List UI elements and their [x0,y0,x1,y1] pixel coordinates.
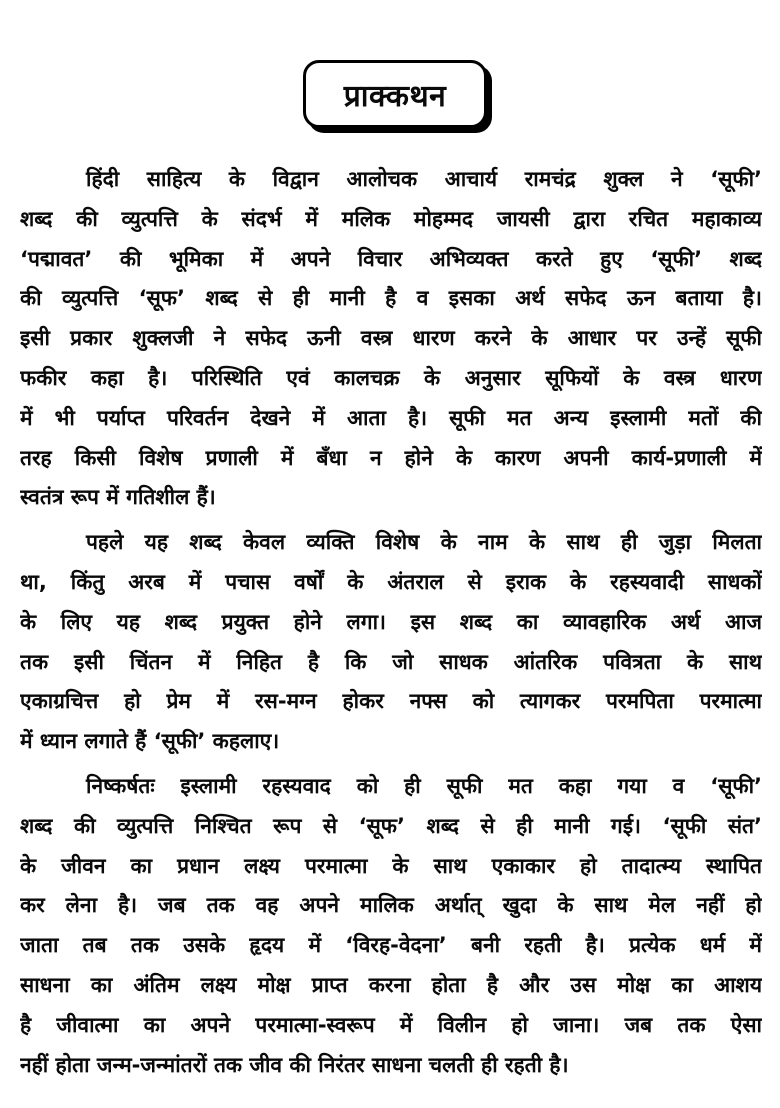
paragraph-1 [20,160,762,518]
text-line: जाता तब तक उसके हृदय में ‘विरह-वेदना’ बनी रहती है। प्रत्येक धर्म में [20,933,762,958]
page-body [20,160,762,1085]
text-line: है जीवात्मा का अपने परमात्मा-स्वरूप में विलीन हो जाना। जब तक ऐसा [20,1012,762,1037]
text-line: में ध्यान लगाते हैं ‘सूफी’ कहलाए। [20,729,280,754]
text-line: के लिए यह शब्द प्रयुक्त होने लगा। इस शब्द का व्यावहारिक अर्थ आज [20,609,762,634]
text-line: इसी प्रकार शुक्लजी ने सफेद ऊनी वस्त्र धारण करने के आधार पर उन्हें सूफी [20,326,762,351]
text-line: ‘पद्मावत’ की भूमिका में अपने विचार अभिव्यक्त करते हुए ‘सूफी’ शब्द [20,246,762,271]
text-line: था, किंतु अरब में पचास वर्षों के अंतराल से इराक के रहस्यवादी साधकों [20,569,762,594]
text-line: फकीर कहा है। परिस्थिति एवं कालचक्र के अनुसार सूफियों के वस्त्र धारण [20,365,762,390]
text-line: कर लेना है। जब तक वह अपने मालिक अर्थात् खुदा के साथ मेल नहीं हो [20,893,762,918]
text-line: तक इसी चिंतन में निहित है कि जो साधक आंतरिक पवित्रता के साथ [20,649,762,674]
text-line: स्वतंत्र रूप में गतिशील हैं। [20,485,216,510]
text-line: शब्द की व्युत्पत्ति के संदर्भ में मलिक मोहम्मद जायसी द्वारा रचित महाकाव्य [20,206,762,231]
text-line: साधना का अंतिम लक्ष्य मोक्ष प्राप्त करना होता है और उस मोक्ष का आशय [20,972,762,997]
text-line: पहले यह शब्द केवल व्यक्ति विशेष के नाम के साथ ही जुड़ा मिलता [86,530,762,555]
paragraph-2 [20,523,762,762]
text-line: की व्युत्पत्ति ‘सूफ’ शब्द से ही मानी है व इसका अर्थ सफेद ऊन बताया है। [20,286,762,311]
text-line: में भी पर्याप्त परिवर्तन देखने में आता है। सूफी मत अन्य इस्लामी मतों की [20,405,762,430]
paragraph-3 [20,767,762,1085]
text-line: शब्द की व्युत्पत्ति निश्चित रूप से ‘सूफ’ शब्द से ही मानी गई। ‘सूफी संत’ [20,813,762,838]
text-line: के जीवन का प्रधान लक्ष्य परमात्मा के साथ एकाकार हो तादात्म्य स्थापित [20,853,762,878]
page-title: प्राक्कथन [343,78,447,114]
text-line: एकाग्रचित्त हो प्रेम में रस-मग्न होकर नफ्स को त्यागकर परमपिता परमात्मा [20,689,762,714]
text-line: तरह किसी विशेष प्रणाली में बँधा न होने के कारण अपनी कार्य-प्रणाली में [20,445,762,470]
text-line: हिंदी साहित्य के विद्वान आलोचक आचार्य रामचंद्र शुक्ल ने ‘सूफी’ [86,167,762,191]
text-line: निष्कर्षतः इस्लामी रहस्यवाद को ही सूफी मत कहा गया व ‘सूफी’ [86,773,762,798]
text-line: नहीं होता जन्म-जन्मांतरों तक जीव की निरंतर साधना चलती ही रहती है। [20,1052,569,1077]
page-title-box [303,60,487,128]
